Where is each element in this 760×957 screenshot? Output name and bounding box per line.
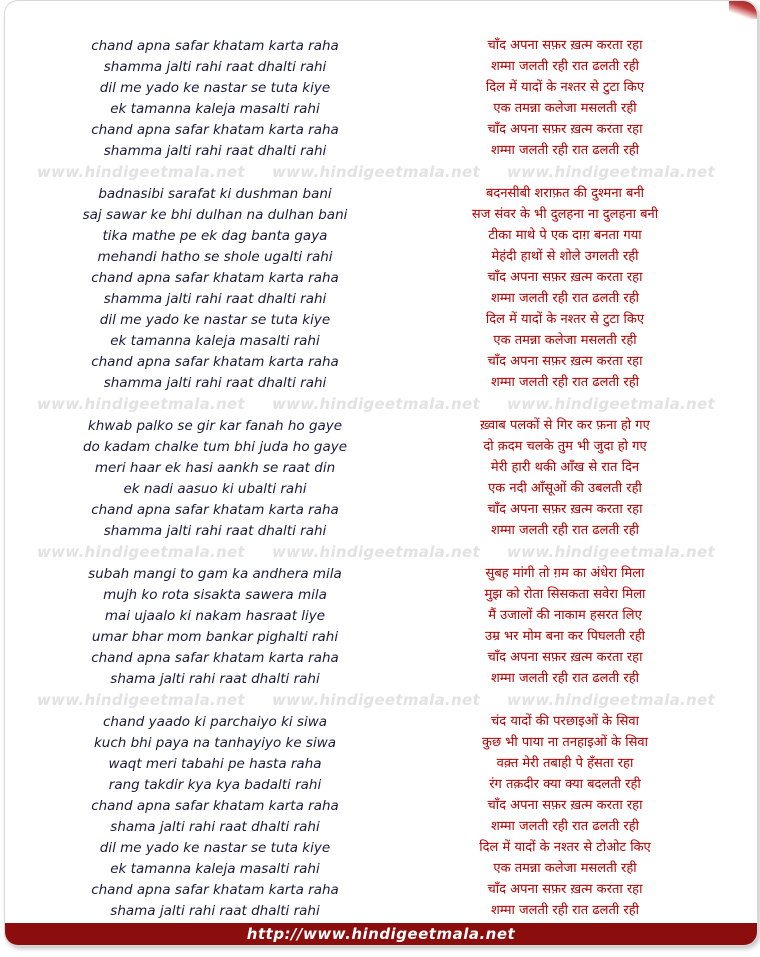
lyric-devanagari: शम्मा जलती रही रात ढलती रही	[491, 671, 639, 686]
lyric-line	[5, 606, 757, 626]
lyric-roman: shama jalti rahi raat dhalti rahi	[110, 903, 320, 919]
lyric-roman: shamma jalti rahi raat dhalti rahi	[103, 143, 327, 159]
lyric-roman: chand apna safar khatam karta raha	[91, 122, 339, 138]
lyric-roman: rang takdir kya kya badalti rahi	[108, 777, 322, 793]
lyric-line	[5, 289, 757, 309]
lyric-roman: tika mathe pe ek dag banta gaya	[102, 228, 328, 244]
lyric-roman: umar bhar mom bankar pighalti rahi	[91, 629, 339, 645]
lyric-devanagari: शम्मा जलती रही रात ढलती रही	[491, 523, 639, 538]
lyric-devanagari: रंग तक़दीर क्या क्या बदलती रही	[489, 777, 641, 792]
lyric-line	[5, 733, 757, 753]
lyric-line	[5, 184, 757, 204]
lyric-line	[5, 226, 757, 246]
lyric-line	[5, 331, 757, 351]
lyric-devanagari: चाँद अपना सफ़र ख़त्म करता रहा	[487, 650, 643, 665]
lyric-roman: shama jalti rahi raat dhalti rahi	[110, 819, 320, 835]
watermark-band	[5, 542, 757, 564]
lyric-line	[5, 817, 757, 837]
watermark-band	[5, 394, 757, 416]
lyric-roman: chand apna safar khatam karta raha	[91, 354, 339, 370]
watermark-text: www.hindigeetmala.net	[272, 543, 480, 561]
footer-url[interactable]: http://www.hindigeetmala.net	[5, 923, 757, 945]
lyric-roman: shamma jalti rahi raat dhalti rahi	[103, 375, 327, 391]
lyric-line	[5, 901, 757, 921]
lyric-roman: shamma jalti rahi raat dhalti rahi	[103, 59, 327, 75]
lyric-devanagari: मेहंदी हाथों से शोले उगलती रही	[491, 249, 639, 264]
lyric-devanagari: दिल में यादों के नश्तर से टोओट किए	[479, 840, 651, 855]
watermark-text: www.hindigeetmala.net	[507, 395, 715, 413]
lyric-line	[5, 669, 757, 689]
lyric-roman: meri haar ek hasi aankh se raat din	[94, 460, 336, 476]
lyric-roman: badnasibi sarafat ki dushman bani	[98, 186, 332, 202]
lyric-line	[5, 416, 757, 436]
watermark-text: www.hindigeetmala.net	[272, 691, 480, 709]
lyric-devanagari: चाँद अपना सफ़र ख़त्म करता रहा	[487, 38, 643, 53]
lyric-roman: chand apna safar khatam karta raha	[91, 38, 339, 54]
lyric-devanagari: मेरी हारी थकी आँख से रात दिन	[490, 460, 640, 475]
lyric-line	[5, 437, 757, 457]
lyric-roman: dil me yado ke nastar se tuta kiye	[99, 312, 331, 328]
lyric-line	[5, 585, 757, 605]
corner-accent	[729, 1, 757, 19]
lyric-line	[5, 479, 757, 499]
lyric-devanagari: दिल में यादों के नश्तर से टुटा किए	[485, 80, 645, 95]
watermark-band	[5, 690, 757, 712]
lyric-devanagari: चाँद अपना सफ़र ख़त्म करता रहा	[487, 354, 643, 369]
lyric-line	[5, 712, 757, 732]
lyric-roman: ek tamanna kaleja masalti rahi	[110, 861, 320, 877]
lyric-line	[5, 120, 757, 140]
lyric-line	[5, 310, 757, 330]
lyric-devanagari: मुझ को रोता सिसकता सवेरा मिला	[484, 587, 646, 602]
lyric-line	[5, 247, 757, 267]
lyric-roman: mujh ko rota sisakta sawera mila	[103, 587, 327, 603]
lyric-line	[5, 78, 757, 98]
lyric-roman: subah mangi to gam ka andhera mila	[88, 566, 342, 582]
lyric-devanagari: सुबह मांगी तो ग़म का अंधेरा मिला	[485, 566, 645, 581]
lyric-line	[5, 859, 757, 879]
lyric-devanagari: शम्मा जलती रही रात ढलती रही	[491, 903, 639, 918]
lyric-line	[5, 141, 757, 161]
lyric-devanagari: दिल में यादों के नश्तर से टुटा किए	[485, 312, 645, 327]
lyric-roman: mai ujaalo ki nakam hasraat liye	[104, 608, 326, 624]
lyric-roman: ek tamanna kaleja masalti rahi	[110, 101, 320, 117]
lyric-line	[5, 838, 757, 858]
lyric-line	[5, 754, 757, 774]
lyric-devanagari: टीका माथे पे एक दाग़ बनता गया	[488, 228, 642, 243]
lyric-devanagari: चाँद अपना सफ़र ख़त्म करता रहा	[487, 122, 643, 137]
lyric-roman: kuch bhi paya na tanhayiyo ke siwa	[93, 735, 337, 751]
watermark-text: www.hindigeetmala.net	[507, 543, 715, 561]
lyric-roman: chand yaado ki parchaiyo ki siwa	[102, 714, 328, 730]
lyric-devanagari: एक तमन्ना कलेजा मसलती रही	[493, 101, 637, 116]
lyric-devanagari: शम्मा जलती रही रात ढलती रही	[491, 143, 639, 158]
lyric-roman: mehandi hatho se shole ugalti rahi	[97, 249, 333, 265]
lyric-roman: shamma jalti rahi raat dhalti rahi	[103, 291, 327, 307]
lyric-devanagari: शम्मा जलती रही रात ढलती रही	[491, 375, 639, 390]
lyric-devanagari: उम्र भर मोम बना कर पिघलती रही	[485, 629, 645, 644]
lyric-devanagari: दो क़दम चलके तुम भी जुदा हो गए	[483, 439, 647, 454]
lyric-roman: do kadam chalke tum bhi juda ho gaye	[82, 439, 348, 455]
lyric-roman: shama jalti rahi raat dhalti rahi	[110, 671, 320, 687]
lyric-line	[5, 458, 757, 478]
lyric-line	[5, 564, 757, 584]
watermark-text: www.hindigeetmala.net	[272, 395, 480, 413]
lyric-devanagari: चाँद अपना सफ़र ख़त्म करता रहा	[487, 502, 643, 517]
lyric-line	[5, 36, 757, 56]
lyric-devanagari: बदनसीबी शराफ़त की दुश्मना बनी	[485, 186, 645, 201]
lyric-roman: ek tamanna kaleja masalti rahi	[110, 333, 320, 349]
watermark-text: www.hindigeetmala.net	[37, 543, 245, 561]
lyric-line	[5, 880, 757, 900]
lyric-line	[5, 796, 757, 816]
lyric-line	[5, 373, 757, 393]
lyric-devanagari: चाँद अपना सफ़र ख़त्म करता रहा	[487, 882, 643, 897]
lyric-roman: dil me yado ke nastar se tuta kiye	[99, 80, 331, 96]
lyric-devanagari: एक नदी आँसूओं की उबलती रही	[488, 481, 642, 496]
lyric-roman: saj sawar ke bhi dulhan na dulhan bani	[82, 207, 348, 223]
lyric-devanagari: कुछ भी पाया ना तनहाइओं के सिवा	[482, 735, 648, 750]
lyric-roman: chand apna safar khatam karta raha	[91, 502, 339, 518]
watermark-text: www.hindigeetmala.net	[37, 691, 245, 709]
lyric-line	[5, 205, 757, 225]
lyric-roman: chand apna safar khatam karta raha	[91, 882, 339, 898]
lyric-devanagari: ख़्वाब पलकों से गिर कर फ़ना हो गए	[480, 418, 650, 433]
lyric-devanagari: वक़्त मेरी तबाही पे हँसता रहा	[496, 756, 634, 771]
lyric-roman: shamma jalti rahi raat dhalti rahi	[103, 523, 327, 539]
lyric-roman: khwab palko se gir kar fanah ho gaye	[87, 418, 343, 434]
lyric-devanagari: शम्मा जलती रही रात ढलती रही	[491, 291, 639, 306]
lyric-line	[5, 268, 757, 288]
lyric-devanagari: शम्मा जलती रही रात ढलती रही	[491, 59, 639, 74]
lyrics-page	[4, 0, 758, 946]
lyric-devanagari: एक तमन्ना कलेजा मसलती रही	[493, 861, 637, 876]
lyric-line	[5, 627, 757, 647]
lyric-roman: waqt meri tabahi pe hasta raha	[108, 756, 322, 772]
lyric-devanagari: सज संवर के भी दुलहना ना दुलहना बनी	[471, 207, 659, 222]
watermark-text: www.hindigeetmala.net	[507, 691, 715, 709]
lyric-devanagari: मैं उजालों की नाकाम हसरत लिए	[488, 608, 642, 623]
watermark-band	[5, 162, 757, 184]
lyric-line	[5, 500, 757, 520]
lyric-line	[5, 99, 757, 119]
lyric-line	[5, 648, 757, 668]
lyric-roman: chand apna safar khatam karta raha	[91, 650, 339, 666]
lyric-line	[5, 775, 757, 795]
lyric-roman: ek nadi aasuo ki ubalti rahi	[123, 481, 307, 497]
lyric-roman: chand apna safar khatam karta raha	[91, 270, 339, 286]
watermark-text: www.hindigeetmala.net	[37, 395, 245, 413]
lyric-devanagari: एक तमन्ना कलेजा मसलती रही	[493, 333, 637, 348]
lyric-roman: chand apna safar khatam karta raha	[91, 798, 339, 814]
watermark-text: www.hindigeetmala.net	[37, 163, 245, 181]
lyric-devanagari: चंद यादों की परछाइओं के सिवा	[491, 714, 639, 729]
lyric-devanagari: चाँद अपना सफ़र ख़त्म करता रहा	[487, 270, 643, 285]
lyric-line	[5, 352, 757, 372]
lyric-line	[5, 57, 757, 77]
watermark-text: www.hindigeetmala.net	[507, 163, 715, 181]
lyric-devanagari: चाँद अपना सफ़र ख़त्म करता रहा	[487, 798, 643, 813]
lyric-roman: dil me yado ke nastar se tuta kiye	[99, 840, 331, 856]
watermark-text: www.hindigeetmala.net	[272, 163, 480, 181]
lyric-devanagari: शम्मा जलती रही रात ढलती रही	[491, 819, 639, 834]
lyric-line	[5, 521, 757, 541]
